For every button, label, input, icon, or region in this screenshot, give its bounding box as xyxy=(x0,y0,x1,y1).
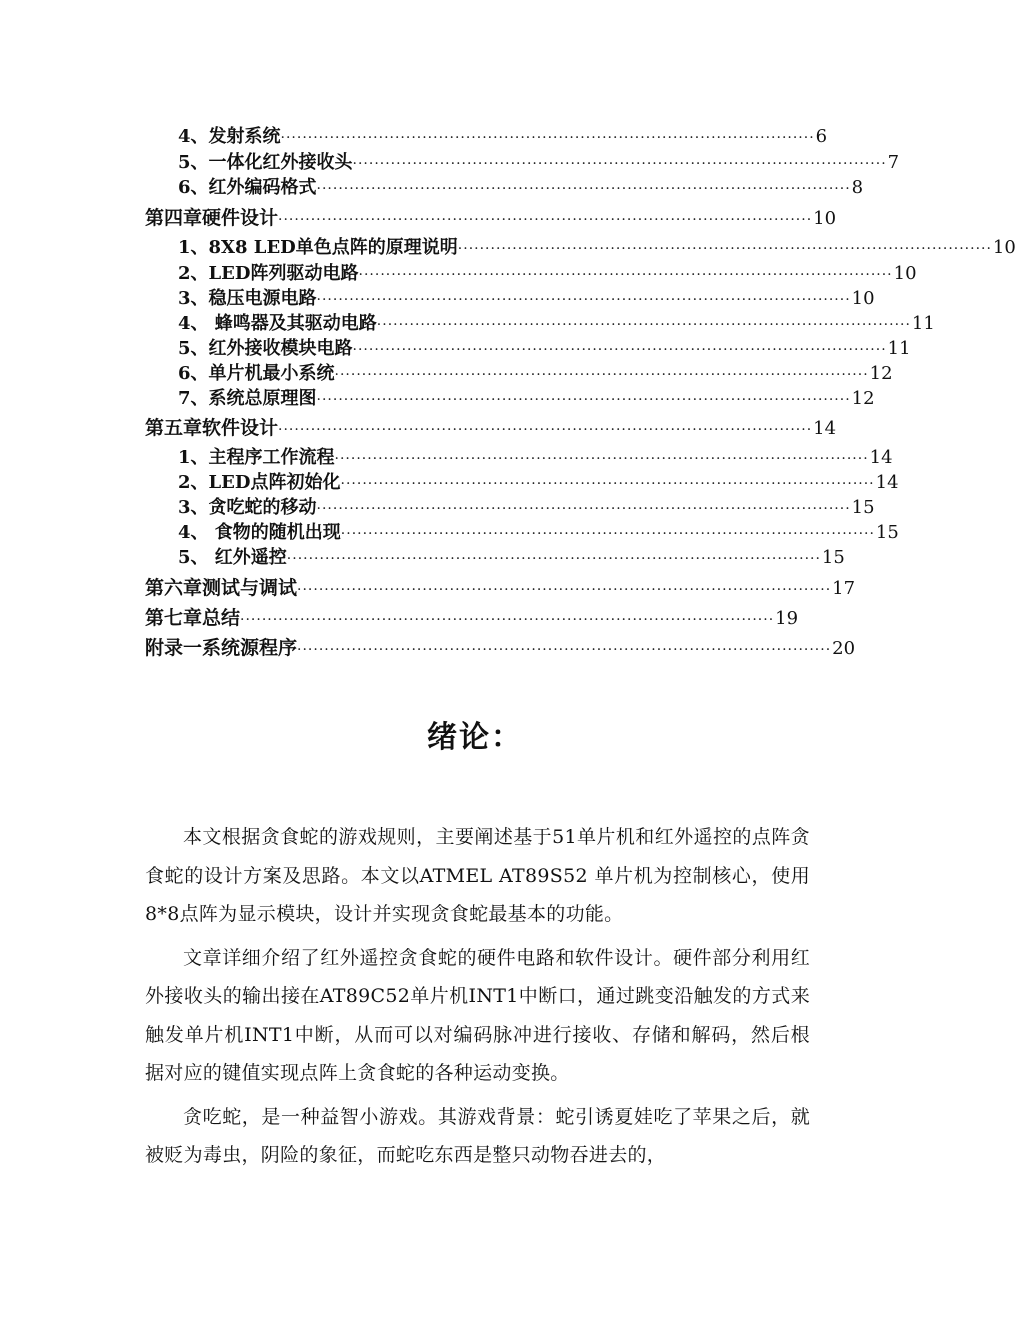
toc-leader-dots: ·································································································· xyxy=(376,317,911,333)
body-text xyxy=(145,818,810,1175)
toc-entry-page: 11 xyxy=(911,313,935,334)
toc-entry[interactable] xyxy=(178,259,917,285)
toc-entry[interactable] xyxy=(178,148,900,174)
toc-entry-page: 11 xyxy=(887,338,911,359)
body-paragraph: 文章详细介绍了红外遥控贪食蛇的硬件电路和软件设计。硬件部分利用红外接收头的输出接在AT89C52单片机INT1中断口，通过跳变沿触发的方式来触发单片机INT1中断，从而可以对编码脉冲进行接收、存储和解码，然后根据对应的键值实现点阵上贪食蛇的各种运动变换。 xyxy=(145,946,810,1084)
toc-entry-page: 10 xyxy=(893,263,917,284)
toc-entry-page: 15 xyxy=(851,497,875,518)
toc-entry-page: 15 xyxy=(875,522,899,543)
toc-chapter-entry[interactable] xyxy=(145,633,856,659)
toc-chapter-entry[interactable] xyxy=(145,603,799,629)
toc-entry-page: 20 xyxy=(832,638,856,659)
toc-chapter-title: 测试与调试 xyxy=(202,577,298,599)
toc-leader-dots: ·································································································· xyxy=(240,612,775,628)
toc-leader-dots: ·································································································· xyxy=(316,292,851,308)
toc-entry-label: 3、稳压电源电路 xyxy=(178,288,317,309)
toc-entry[interactable] xyxy=(178,493,875,519)
toc-entry-page: 12 xyxy=(869,363,893,384)
toc-leader-dots: ·································································································· xyxy=(457,241,992,257)
toc-entry[interactable] xyxy=(178,518,899,544)
toc-chapter-number: 第四章 xyxy=(145,207,203,229)
toc-leader-dots: ·································································································· xyxy=(316,392,851,408)
toc-chapter-entry[interactable] xyxy=(145,413,837,439)
toc-entry-label: 2、LED点阵初始化 xyxy=(178,472,341,493)
toc-leader-dots: ·································································································· xyxy=(297,582,832,598)
toc-entry[interactable] xyxy=(178,122,828,148)
toc-chapter-entry[interactable] xyxy=(145,573,856,599)
toc-leader-dots: ·································································································· xyxy=(334,451,869,467)
toc-entry-page: 8 xyxy=(851,177,864,198)
toc-entry-label: 4、 蜂鸣器及其驱动电路 xyxy=(178,313,377,334)
toc-leader-dots: ·································································································· xyxy=(358,267,893,283)
toc-entry-label: 5、 红外遥控 xyxy=(178,547,287,568)
toc-chapter-number: 附录一 xyxy=(145,637,203,659)
toc-chapter-number: 第五章 xyxy=(145,417,203,439)
toc-entry-label: 7、系统总原理图 xyxy=(178,388,317,409)
section-title: 绪论： xyxy=(427,720,523,755)
toc-chapter-title: 硬件设计 xyxy=(202,207,279,229)
toc-entry-label: 5、红外接收模块电路 xyxy=(178,338,353,359)
toc-entry-label: 1、8X8 LED单色点阵的原理说明 xyxy=(178,237,458,258)
toc-entry[interactable] xyxy=(178,543,845,569)
toc-leader-dots: ·································································································· xyxy=(297,642,832,658)
toc-entry-page: 14 xyxy=(869,447,893,468)
toc-entry-label: 4、 食物的随机出现 xyxy=(178,522,341,543)
toc-leader-dots: ·································································································· xyxy=(334,367,869,383)
toc-leader-dots: ·································································································· xyxy=(352,342,887,358)
toc-leader-dots: ·································································································· xyxy=(280,130,815,146)
toc-entry-page: 10 xyxy=(813,208,837,229)
toc-chapter-title: 系统源程序 xyxy=(202,637,298,659)
toc-leader-dots: ·································································································· xyxy=(278,212,813,228)
toc-entry-page: 7 xyxy=(887,152,900,173)
toc-entry-label: 1、主程序工作流程 xyxy=(178,447,335,468)
toc-entry[interactable] xyxy=(178,384,875,410)
toc-entry[interactable] xyxy=(178,284,875,310)
toc-entry[interactable] xyxy=(178,173,864,199)
toc-entry[interactable] xyxy=(178,334,911,360)
toc-entry-label: 2、LED阵列驱动电路 xyxy=(178,263,359,284)
toc-entry[interactable] xyxy=(178,443,893,469)
toc-leader-dots: ·································································································· xyxy=(340,526,875,542)
toc-entry-page: 14 xyxy=(813,418,837,439)
toc-entry-label: 5、一体化红外接收头 xyxy=(178,152,353,173)
toc-entry-page: 10 xyxy=(992,237,1016,258)
toc-entry-label: 6、红外编码格式 xyxy=(178,177,317,198)
toc-entry-page: 14 xyxy=(875,472,899,493)
toc-entry-page: 17 xyxy=(832,578,856,599)
toc-leader-dots: ·································································································· xyxy=(352,156,887,172)
toc-leader-dots: ·································································································· xyxy=(316,181,851,197)
toc-entry-page: 19 xyxy=(775,608,799,629)
toc-chapter-number: 第六章 xyxy=(145,577,203,599)
toc-entry-label: 4、发射系统 xyxy=(178,126,281,147)
toc-chapter-number: 第七章 xyxy=(145,607,203,629)
toc-entry-page: 10 xyxy=(851,288,875,309)
toc-entry[interactable] xyxy=(178,359,893,385)
toc-entry-page: 15 xyxy=(821,547,845,568)
toc-entry[interactable] xyxy=(178,309,935,335)
toc-leader-dots: ·································································································· xyxy=(340,476,875,492)
body-paragraph: 本文根据贪食蛇的游戏规则，主要阐述基于51单片机和红外遥控的点阵贪食蛇的设计方案及思路。本文以ATMEL AT89S52 单片机为控制核心，使用8*8点阵为显示模块，设计并实现贪食蛇最基本的功能。 xyxy=(145,826,810,925)
body-paragraph: 贪吃蛇，是一种益智小游戏。其游戏背景：蛇引诱夏娃吃了苹果之后，就被贬为毒虫，阴险的象征，而蛇吃东西是整只动物吞进去的， xyxy=(145,1105,810,1166)
toc-entry-page: 12 xyxy=(851,388,875,409)
toc-leader-dots: ·································································································· xyxy=(316,501,851,517)
toc-entry-page: 6 xyxy=(815,126,828,147)
toc-entry[interactable] xyxy=(178,233,1016,259)
toc-leader-dots: ·································································································· xyxy=(286,551,821,567)
toc-chapter-title: 软件设计 xyxy=(202,417,279,439)
toc-entry-label: 6、单片机最小系统 xyxy=(178,363,335,384)
toc-leader-dots: ·································································································· xyxy=(278,422,813,438)
toc-entry-label: 3、贪吃蛇的移动 xyxy=(178,497,317,518)
toc-chapter-entry[interactable] xyxy=(145,203,837,229)
toc-chapter-title: 总结 xyxy=(202,607,241,629)
toc-entry[interactable] xyxy=(178,468,899,494)
